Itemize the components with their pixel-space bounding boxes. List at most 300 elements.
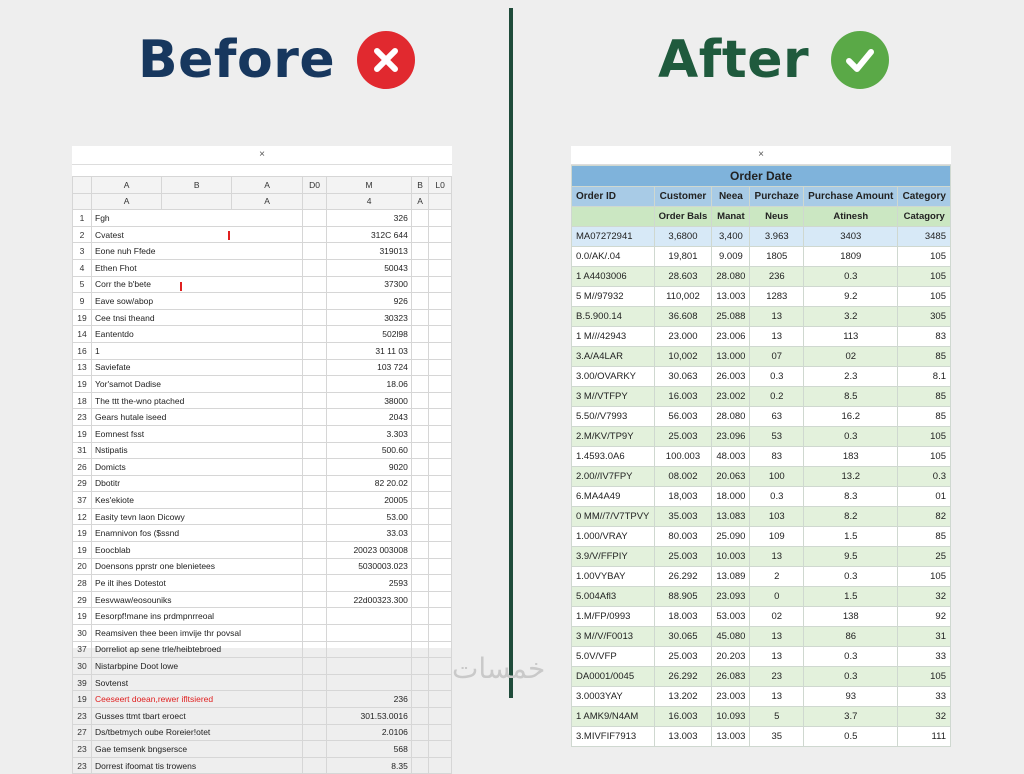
- cell-value[interactable]: [327, 625, 412, 642]
- table-cell[interactable]: 10,002: [654, 347, 712, 367]
- cell-text[interactable]: Saviefate: [92, 359, 303, 376]
- cell[interactable]: [429, 625, 452, 642]
- table-cell[interactable]: 105: [898, 247, 951, 267]
- table-cell[interactable]: 100: [750, 467, 804, 487]
- column-header[interactable]: Category: [898, 187, 951, 207]
- table-cell[interactable]: 8.3: [804, 487, 898, 507]
- cell-value[interactable]: 20023 003008: [327, 542, 412, 559]
- cell-value[interactable]: [327, 658, 412, 675]
- cell[interactable]: [302, 691, 327, 708]
- table-cell[interactable]: 1 M///42943: [572, 327, 655, 347]
- table-cell[interactable]: 13: [750, 307, 804, 327]
- table-cell[interactable]: 23.096: [712, 427, 750, 447]
- table-cell[interactable]: 23.003: [712, 687, 750, 707]
- table-cell[interactable]: 02: [750, 607, 804, 627]
- table-cell[interactable]: 183: [804, 447, 898, 467]
- cell[interactable]: [302, 575, 327, 592]
- cell-text[interactable]: Doensons pprstr one blenietees: [92, 558, 303, 575]
- column-header[interactable]: L0: [429, 177, 452, 194]
- table-cell[interactable]: 16.2: [804, 407, 898, 427]
- table-cell[interactable]: 83: [750, 447, 804, 467]
- cell[interactable]: [302, 525, 327, 542]
- cell-value[interactable]: [327, 674, 412, 691]
- cell[interactable]: [411, 409, 428, 426]
- cell[interactable]: [429, 326, 452, 343]
- table-cell[interactable]: 63: [750, 407, 804, 427]
- cell-text[interactable]: Cee tnsi theand: [92, 309, 303, 326]
- cell-value[interactable]: 103 724: [327, 359, 412, 376]
- cell[interactable]: [429, 558, 452, 575]
- table-cell[interactable]: 111: [898, 727, 951, 747]
- table-cell[interactable]: DA0001/0045: [572, 667, 655, 687]
- cell[interactable]: [302, 508, 327, 525]
- table-cell[interactable]: 25.003: [654, 647, 712, 667]
- cell[interactable]: [429, 243, 452, 260]
- cell[interactable]: [302, 210, 327, 227]
- cell[interactable]: [411, 708, 428, 725]
- cell[interactable]: [429, 525, 452, 542]
- table-cell[interactable]: 13: [750, 547, 804, 567]
- cell-value[interactable]: 38000: [327, 392, 412, 409]
- cell[interactable]: [429, 542, 452, 559]
- table-cell[interactable]: 80.003: [654, 527, 712, 547]
- table-cell[interactable]: 02: [804, 347, 898, 367]
- table-cell[interactable]: 3.2: [804, 307, 898, 327]
- cell[interactable]: [302, 591, 327, 608]
- table-cell[interactable]: 26.292: [654, 667, 712, 687]
- cell-value[interactable]: 30323: [327, 309, 412, 326]
- cell[interactable]: [411, 757, 428, 774]
- cell[interactable]: [411, 210, 428, 227]
- cell-value[interactable]: 9020: [327, 459, 412, 476]
- table-cell[interactable]: 16.003: [654, 387, 712, 407]
- table-cell[interactable]: 1283: [750, 287, 804, 307]
- table-cell[interactable]: 3485: [898, 227, 951, 247]
- cell-text[interactable]: Pe ilt ihes Dotestot: [92, 575, 303, 592]
- table-cell[interactable]: 88.905: [654, 587, 712, 607]
- table-cell[interactable]: 2: [750, 567, 804, 587]
- table-cell[interactable]: 103: [750, 507, 804, 527]
- cell-value[interactable]: 22d00323.300: [327, 591, 412, 608]
- table-cell[interactable]: 13: [750, 327, 804, 347]
- cell[interactable]: [429, 691, 452, 708]
- table-cell[interactable]: 105: [898, 667, 951, 687]
- cell-value[interactable]: 312C 644: [327, 226, 412, 243]
- table-cell[interactable]: 2.M/KV/TP9Y: [572, 427, 655, 447]
- table-cell[interactable]: 28.080: [712, 267, 750, 287]
- cell[interactable]: [429, 392, 452, 409]
- table-cell[interactable]: 0.3: [804, 267, 898, 287]
- cell[interactable]: [302, 724, 327, 741]
- table-cell[interactable]: 9.009: [712, 247, 750, 267]
- table-cell[interactable]: 0.3: [804, 667, 898, 687]
- cell[interactable]: [302, 376, 327, 393]
- cell[interactable]: [429, 724, 452, 741]
- cell-value[interactable]: 2043: [327, 409, 412, 426]
- cell[interactable]: [411, 674, 428, 691]
- cell-text[interactable]: Eomnest fsst: [92, 425, 303, 442]
- cell-text[interactable]: Dbotitr: [92, 475, 303, 492]
- table-cell[interactable]: 5.0V/VFP: [572, 647, 655, 667]
- cell[interactable]: [429, 359, 452, 376]
- cell[interactable]: [302, 459, 327, 476]
- column-header[interactable]: Neea: [712, 187, 750, 207]
- table-cell[interactable]: 01: [898, 487, 951, 507]
- table-cell[interactable]: 1.000/VRAY: [572, 527, 655, 547]
- cell-text[interactable]: Dorreliot ap sene trle/heibtebroed: [92, 641, 303, 658]
- cell[interactable]: [302, 608, 327, 625]
- table-cell[interactable]: 86: [804, 627, 898, 647]
- table-cell[interactable]: 0.2: [750, 387, 804, 407]
- cell[interactable]: [429, 492, 452, 509]
- cell-text[interactable]: Yor'samot Dadise: [92, 376, 303, 393]
- cell[interactable]: [429, 409, 452, 426]
- cell-text[interactable]: Eone nuh Ffede: [92, 243, 303, 260]
- table-cell[interactable]: 35.003: [654, 507, 712, 527]
- table-cell[interactable]: 13: [750, 647, 804, 667]
- table-cell[interactable]: 53: [750, 427, 804, 447]
- table-cell[interactable]: 0 MM//7/V7TPVY: [572, 507, 655, 527]
- cell[interactable]: [302, 226, 327, 243]
- cell-value[interactable]: [327, 641, 412, 658]
- cell[interactable]: [411, 342, 428, 359]
- cell[interactable]: [411, 226, 428, 243]
- cell[interactable]: [302, 492, 327, 509]
- cell-value[interactable]: 3.303: [327, 425, 412, 442]
- cell[interactable]: [411, 376, 428, 393]
- table-cell[interactable]: 3.00/OVARKY: [572, 367, 655, 387]
- table-cell[interactable]: 82: [898, 507, 951, 527]
- table-cell[interactable]: 26.292: [654, 567, 712, 587]
- table-cell[interactable]: 48.003: [712, 447, 750, 467]
- table-cell[interactable]: 6.MA4A49: [572, 487, 655, 507]
- cell-text[interactable]: Nstipatis: [92, 442, 303, 459]
- cell-text[interactable]: Kes'ekiote: [92, 492, 303, 509]
- table-cell[interactable]: 3.A/A4LAR: [572, 347, 655, 367]
- cell[interactable]: [411, 359, 428, 376]
- cell-value[interactable]: 31 11 03: [327, 342, 412, 359]
- table-cell[interactable]: 25.003: [654, 547, 712, 567]
- cell[interactable]: [302, 243, 327, 260]
- cell[interactable]: [302, 708, 327, 725]
- table-cell[interactable]: 100.003: [654, 447, 712, 467]
- table-cell[interactable]: 3 M//V/F0013: [572, 627, 655, 647]
- table-cell[interactable]: 92: [898, 607, 951, 627]
- table-cell[interactable]: 0.3: [804, 427, 898, 447]
- cell[interactable]: [411, 741, 428, 758]
- table-cell[interactable]: 3.7: [804, 707, 898, 727]
- cell[interactable]: [429, 591, 452, 608]
- cell-value[interactable]: 319013: [327, 243, 412, 260]
- cell[interactable]: [429, 342, 452, 359]
- cell[interactable]: [411, 608, 428, 625]
- column-header[interactable]: Order ID: [572, 187, 655, 207]
- table-cell[interactable]: 23.093: [712, 587, 750, 607]
- cell[interactable]: [411, 243, 428, 260]
- table-cell[interactable]: 9.2: [804, 287, 898, 307]
- table-cell[interactable]: 33: [898, 647, 951, 667]
- cell[interactable]: [429, 293, 452, 310]
- cell-value[interactable]: 502l98: [327, 326, 412, 343]
- cell[interactable]: [411, 542, 428, 559]
- cell-text[interactable]: Ethen Fhot: [92, 259, 303, 276]
- cell-value[interactable]: 8.35: [327, 757, 412, 774]
- cell[interactable]: [411, 259, 428, 276]
- cell[interactable]: [429, 757, 452, 774]
- table-cell[interactable]: 3,6800: [654, 227, 712, 247]
- table-cell[interactable]: 109: [750, 527, 804, 547]
- cell-value[interactable]: 2593: [327, 575, 412, 592]
- cell[interactable]: [411, 475, 428, 492]
- cell-value[interactable]: 20005: [327, 492, 412, 509]
- table-cell[interactable]: 25.090: [712, 527, 750, 547]
- table-cell[interactable]: 19,801: [654, 247, 712, 267]
- table-cell[interactable]: 3.9/V/FFPIY: [572, 547, 655, 567]
- column-header[interactable]: M: [327, 177, 412, 194]
- cell[interactable]: [302, 409, 327, 426]
- cell[interactable]: [411, 293, 428, 310]
- column-header[interactable]: Purchase Amount: [804, 187, 898, 207]
- cell[interactable]: [429, 276, 452, 293]
- cell-value[interactable]: 2.0106: [327, 724, 412, 741]
- table-cell[interactable]: 1 AMK9/N4AM: [572, 707, 655, 727]
- cell-text[interactable]: Sovtenst: [92, 674, 303, 691]
- table-cell[interactable]: 1.00VYBAY: [572, 567, 655, 587]
- cell-text[interactable]: Gae temsenk bngsersce: [92, 741, 303, 758]
- table-cell[interactable]: 113: [804, 327, 898, 347]
- cell-text[interactable]: Easity tevn laon Dicowy: [92, 508, 303, 525]
- table-cell[interactable]: 9.5: [804, 547, 898, 567]
- table-cell[interactable]: 1805: [750, 247, 804, 267]
- cell-text[interactable]: Reamsiven thee been imvije thr povsal: [92, 625, 303, 642]
- cell-text[interactable]: The ttt the-wno ptached: [92, 392, 303, 409]
- table-cell[interactable]: 0.3: [804, 567, 898, 587]
- cell[interactable]: [429, 741, 452, 758]
- cell-value[interactable]: 33.03: [327, 525, 412, 542]
- table-cell[interactable]: 1.5: [804, 587, 898, 607]
- cell[interactable]: [302, 625, 327, 642]
- cell-text[interactable]: Domicts: [92, 459, 303, 476]
- table-cell[interactable]: 3.0003YAY: [572, 687, 655, 707]
- table-cell[interactable]: 3.MIVFIF7913: [572, 727, 655, 747]
- cell[interactable]: [302, 309, 327, 326]
- table-cell[interactable]: 18,003: [654, 487, 712, 507]
- table-cell[interactable]: 13.083: [712, 507, 750, 527]
- cell[interactable]: [429, 608, 452, 625]
- cell[interactable]: [302, 757, 327, 774]
- cell[interactable]: [429, 309, 452, 326]
- table-cell[interactable]: 32: [898, 587, 951, 607]
- table-cell[interactable]: 0.3: [898, 467, 951, 487]
- table-cell[interactable]: 13: [750, 687, 804, 707]
- cell-text[interactable]: Ds/tbetmych oube Roreier!otet: [92, 724, 303, 741]
- table-cell[interactable]: 13.000: [712, 347, 750, 367]
- cell[interactable]: [411, 591, 428, 608]
- cell[interactable]: [302, 641, 327, 658]
- cell[interactable]: [429, 674, 452, 691]
- table-cell[interactable]: B.5.900.14: [572, 307, 655, 327]
- cell[interactable]: [302, 359, 327, 376]
- cell[interactable]: [429, 708, 452, 725]
- cell-text[interactable]: Eave sow/abop: [92, 293, 303, 310]
- table-cell[interactable]: 0.5: [804, 727, 898, 747]
- table-cell[interactable]: 0: [750, 587, 804, 607]
- table-cell[interactable]: 1809: [804, 247, 898, 267]
- table-cell[interactable]: 105: [898, 567, 951, 587]
- table-cell[interactable]: 105: [898, 427, 951, 447]
- cell[interactable]: [411, 442, 428, 459]
- table-cell[interactable]: MA07272941: [572, 227, 655, 247]
- table-cell[interactable]: 105: [898, 267, 951, 287]
- table-cell[interactable]: 28.080: [712, 407, 750, 427]
- cell[interactable]: [411, 558, 428, 575]
- table-cell[interactable]: 5.004Afl3: [572, 587, 655, 607]
- table-cell[interactable]: 30.065: [654, 627, 712, 647]
- table-cell[interactable]: 30.063: [654, 367, 712, 387]
- table-cell[interactable]: 5 M//97932: [572, 287, 655, 307]
- table-cell[interactable]: 1.5: [804, 527, 898, 547]
- table-cell[interactable]: 2.3: [804, 367, 898, 387]
- table-cell[interactable]: 23.006: [712, 327, 750, 347]
- cell-text[interactable]: 1: [92, 342, 303, 359]
- cell[interactable]: [429, 575, 452, 592]
- table-cell[interactable]: 25.003: [654, 427, 712, 447]
- table-cell[interactable]: 3 M//VTFPY: [572, 387, 655, 407]
- table-cell[interactable]: 305: [898, 307, 951, 327]
- cell[interactable]: [429, 475, 452, 492]
- table-cell[interactable]: 25: [898, 547, 951, 567]
- table-cell[interactable]: 28.603: [654, 267, 712, 287]
- table-cell[interactable]: 0.3: [750, 487, 804, 507]
- table-cell[interactable]: 13: [750, 627, 804, 647]
- cell-text[interactable]: Cvatest: [92, 226, 303, 243]
- table-cell[interactable]: 0.3: [750, 367, 804, 387]
- cell[interactable]: [429, 508, 452, 525]
- cell[interactable]: [302, 293, 327, 310]
- cell[interactable]: [411, 508, 428, 525]
- table-cell[interactable]: 8.5: [804, 387, 898, 407]
- table-cell[interactable]: 35: [750, 727, 804, 747]
- table-cell[interactable]: 85: [898, 347, 951, 367]
- table-cell[interactable]: 5.50//V7993: [572, 407, 655, 427]
- table-cell[interactable]: 1.M/FP/0993: [572, 607, 655, 627]
- table-cell[interactable]: 53.003: [712, 607, 750, 627]
- cell-value[interactable]: 568: [327, 741, 412, 758]
- table-cell[interactable]: 36.608: [654, 307, 712, 327]
- cell[interactable]: [429, 658, 452, 675]
- cell-value[interactable]: 82 20.02: [327, 475, 412, 492]
- close-icon[interactable]: ×: [758, 149, 764, 160]
- cell-text[interactable]: Gusses ttmt tbart eroect: [92, 708, 303, 725]
- cell[interactable]: [411, 641, 428, 658]
- cell-text[interactable]: Eesorpf!mane ins prdmpnrreoal: [92, 608, 303, 625]
- cell[interactable]: [411, 492, 428, 509]
- cell[interactable]: [429, 459, 452, 476]
- table-cell[interactable]: 10.003: [712, 547, 750, 567]
- column-header[interactable]: B: [411, 177, 428, 194]
- cell[interactable]: [411, 326, 428, 343]
- table-cell[interactable]: 236: [750, 267, 804, 287]
- table-cell[interactable]: 13.003: [654, 727, 712, 747]
- cell[interactable]: [411, 625, 428, 642]
- cell-value[interactable]: 37300: [327, 276, 412, 293]
- table-cell[interactable]: 10.093: [712, 707, 750, 727]
- table-cell[interactable]: 3,400: [712, 227, 750, 247]
- column-header[interactable]: A: [232, 177, 302, 194]
- cell[interactable]: [411, 575, 428, 592]
- table-cell[interactable]: 31: [898, 627, 951, 647]
- table-cell[interactable]: 93: [804, 687, 898, 707]
- table-cell[interactable]: 08.002: [654, 467, 712, 487]
- table-cell[interactable]: 1 A4403006: [572, 267, 655, 287]
- cell[interactable]: [302, 425, 327, 442]
- table-cell[interactable]: 23.002: [712, 387, 750, 407]
- cell-value[interactable]: 53.00: [327, 508, 412, 525]
- table-cell[interactable]: 20.063: [712, 467, 750, 487]
- table-cell[interactable]: 13.2: [804, 467, 898, 487]
- table-cell[interactable]: 8.2: [804, 507, 898, 527]
- table-cell[interactable]: 105: [898, 447, 951, 467]
- table-cell[interactable]: 26.003: [712, 367, 750, 387]
- table-cell[interactable]: 32: [898, 707, 951, 727]
- table-cell[interactable]: 138: [804, 607, 898, 627]
- cell[interactable]: [429, 442, 452, 459]
- cell-text[interactable]: Gears hutale iseed: [92, 409, 303, 426]
- table-cell[interactable]: 13.089: [712, 567, 750, 587]
- column-header[interactable]: D0: [302, 177, 327, 194]
- cell[interactable]: [411, 309, 428, 326]
- cell-text[interactable]: Fgh: [92, 210, 303, 227]
- cell[interactable]: [302, 342, 327, 359]
- cell-value[interactable]: 500.60: [327, 442, 412, 459]
- cell[interactable]: [302, 558, 327, 575]
- cell-value[interactable]: 50043: [327, 259, 412, 276]
- table-cell[interactable]: 0.3: [804, 647, 898, 667]
- cell[interactable]: [302, 741, 327, 758]
- table-cell[interactable]: 13.003: [712, 287, 750, 307]
- cell-value[interactable]: 236: [327, 691, 412, 708]
- cell-value[interactable]: 326: [327, 210, 412, 227]
- cell[interactable]: [429, 425, 452, 442]
- cell-value[interactable]: 926: [327, 293, 412, 310]
- column-header[interactable]: A: [92, 177, 162, 194]
- cell[interactable]: [302, 276, 327, 293]
- table-cell[interactable]: 23: [750, 667, 804, 687]
- cell[interactable]: [411, 691, 428, 708]
- column-header[interactable]: B: [162, 177, 232, 194]
- cell-text[interactable]: Enamnivon fos ($ssnd: [92, 525, 303, 542]
- table-cell[interactable]: 25.088: [712, 307, 750, 327]
- table-cell[interactable]: 45.080: [712, 627, 750, 647]
- cell-text[interactable]: Ceeseert doean,rewer ifltsiered: [92, 691, 303, 708]
- cell-text[interactable]: Nistarbpine Doot lowe: [92, 658, 303, 675]
- cell-text[interactable]: Corr the b'bete: [92, 276, 303, 293]
- cell[interactable]: [429, 641, 452, 658]
- cell[interactable]: [302, 259, 327, 276]
- cell[interactable]: [411, 425, 428, 442]
- table-cell[interactable]: 33: [898, 687, 951, 707]
- table-cell[interactable]: 8.1: [898, 367, 951, 387]
- cell-text[interactable]: Eesvwaw/eosouniks: [92, 591, 303, 608]
- cell[interactable]: [302, 392, 327, 409]
- cell[interactable]: [429, 210, 452, 227]
- cell[interactable]: [411, 658, 428, 675]
- cell-value[interactable]: 5030003.023: [327, 558, 412, 575]
- cell[interactable]: [302, 674, 327, 691]
- cell-value[interactable]: 301.53.0016: [327, 708, 412, 725]
- table-cell[interactable]: 07: [750, 347, 804, 367]
- cell[interactable]: [411, 459, 428, 476]
